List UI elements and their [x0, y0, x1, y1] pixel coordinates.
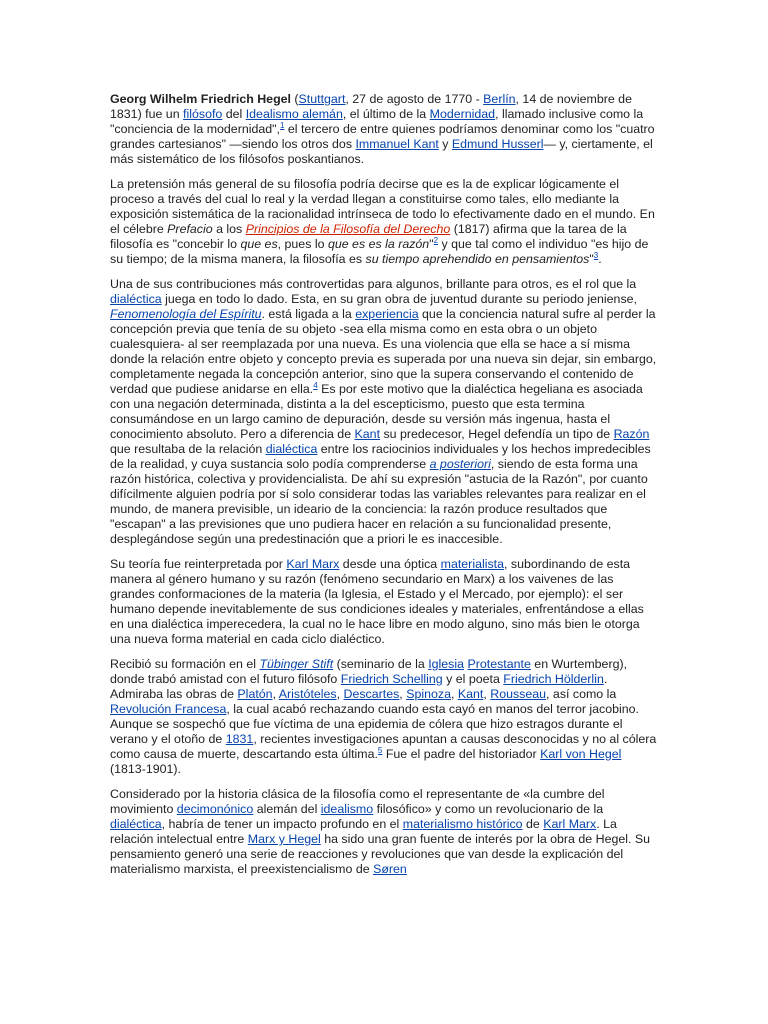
- paragraph-marx: [110, 557, 658, 647]
- paragraph-dialectic: [110, 277, 658, 547]
- link-karl-marx-2[interactable]: Karl Marx: [543, 817, 597, 831]
- link-kant[interactable]: Kant: [354, 427, 381, 441]
- link-platon[interactable]: Platón: [237, 687, 273, 701]
- link-razon[interactable]: Razón: [613, 427, 650, 441]
- italic-su-tiempo: su tiempo aprehendido en pensamientos: [365, 252, 590, 266]
- text: (seminario de la: [333, 657, 429, 671]
- text: alemán del: [253, 802, 321, 816]
- footnote-link-1[interactable]: 1: [279, 120, 285, 130]
- text: (1813-1901).: [110, 762, 181, 776]
- text: ,: [450, 687, 458, 701]
- paragraph-intro: [110, 92, 658, 167]
- text: , 14 de noviembre de 1831) fue un: [110, 92, 632, 121]
- link-stuttgart[interactable]: Stuttgart: [298, 92, 346, 106]
- text: filosófico» y como un revolucionario de la: [373, 802, 604, 816]
- italic-que-es: que es: [240, 237, 278, 251]
- link-materialismo-historico[interactable]: materialismo histórico: [402, 817, 523, 831]
- text: ha sido una gran fuente de interés por la obra de Hegel. Su pensamiento generó una serie de reacciones y revoluciones que van desde la explicación del materialismo marxista, el preexistencialismo de: [110, 832, 651, 876]
- text: ,: [399, 687, 407, 701]
- link-modernidad[interactable]: Modernidad: [429, 107, 496, 121]
- link-decimononico[interactable]: decimonónico: [176, 802, 254, 816]
- text: su predecesor, Hegel defendía un tipo de: [380, 427, 614, 441]
- text: , pues lo: [277, 237, 328, 251]
- text: , subordinando de esta manera al género humano y su razón (fenómeno secundario en Marx) a los vaivenes de las grandes conformaciones de la materia (la Iglesia, el Estado y el Mercado, por ejemplo): el ser humano depende inevitablemente de sus condiciones ideales y materiales, enfrentándose a ellas en una dialéctica imperecedera, la cual no le hace libre en modo alguno, sino más bien le otorga una nueva forma material en cada ciclo dialéctico.: [110, 557, 644, 646]
- text: (: [290, 92, 299, 106]
- text: en Wurtemberg), donde trabó amistad con el futuro filósofo: [110, 657, 628, 686]
- text: (1817) afirma que la tarea de la filosofía es "concebir lo: [110, 222, 627, 251]
- italic-prefacio: Prefacio: [167, 222, 213, 236]
- link-a-posteriori[interactable]: a posteriori: [429, 457, 491, 471]
- text: Recibió su formación en el: [110, 657, 260, 671]
- text: , así como la: [546, 687, 617, 701]
- text: , siendo de esta forma una razón histórica, colectiva y providencialista. De ahí su expresión "astucia de la Razón", por cuanto difícilmente alguien podría por sí solo considerar todas las variables relevantes para realizar en el mundo, de manera previsible, un ideario de la conciencia: la razón produce resultados que "escapan" a las previsiones que uno pudiera hacer en relación a su funcionalidad presente, desplegándose según una predestinación que a priori le es inaccesible.: [110, 457, 648, 546]
- text: — y, ciertamente, el más sistemático de los filósofos poskantianos.: [110, 137, 653, 166]
- text: Es por este motivo que la dialéctica hegeliana es asociada con una negación determinada, distinta a la del escepticismo, puesto que esta termina consumándose en un largo camino de depuración, desde su versión más ingenua, hasta el conocimiento absoluto. Pero a diferencia de: [110, 382, 643, 441]
- link-aristoteles[interactable]: Aristóteles: [278, 687, 337, 701]
- link-filosofo[interactable]: filósofo: [183, 107, 223, 121]
- link-tubinger-stift[interactable]: Tübinger Stift: [259, 657, 334, 671]
- link-idealismo-aleman[interactable]: Idealismo alemán: [245, 107, 343, 121]
- link-dialectica-3[interactable]: dialéctica: [110, 817, 162, 831]
- link-materialista[interactable]: materialista: [440, 557, 504, 571]
- link-berlin[interactable]: Berlín: [483, 92, 516, 106]
- text: Una de sus contribuciones más controvertidas para algunos, brillante para otros, es el rol que la: [110, 277, 637, 291]
- text: Fue el padre del historiador: [382, 747, 541, 761]
- link-revolucion-francesa[interactable]: Revolución Francesa: [110, 702, 227, 716]
- text: Considerado por la historia clásica de la filosofía como el representante de «la cumbre del movimiento: [110, 787, 605, 816]
- link-principios-filosofia-derecho[interactable]: Principios de la Filosofía del Derecho: [245, 222, 451, 236]
- text: ": [589, 252, 594, 266]
- text: ": [429, 237, 434, 251]
- link-idealismo[interactable]: idealismo: [320, 802, 374, 816]
- text: y el poeta: [442, 672, 504, 686]
- italic-razon: que es es la razón: [327, 237, 430, 251]
- footnote-link-4[interactable]: 4: [313, 380, 318, 390]
- footnote-link-5[interactable]: 5: [377, 745, 383, 755]
- link-iglesia[interactable]: Iglesia: [428, 657, 465, 671]
- text: a los: [212, 222, 246, 236]
- link-descartes[interactable]: Descartes: [343, 687, 400, 701]
- text: ,: [272, 687, 279, 701]
- text: . La relación intelectual entre: [110, 817, 617, 846]
- text: . Admiraba las obras de: [110, 672, 608, 701]
- text: del: [222, 107, 246, 121]
- text: . está ligada a la: [261, 307, 356, 321]
- link-1831[interactable]: 1831: [225, 732, 254, 746]
- text: , recientes investigaciones apuntan a causas desconocidas y no al cólera como causa de muerte, descartando esta última.: [110, 732, 657, 761]
- paragraph-formation: [110, 657, 658, 777]
- text: , el último de la: [342, 107, 430, 121]
- text: y: [438, 137, 452, 151]
- link-fenomenologia-espiritu[interactable]: Fenomenología del Espíritu: [110, 307, 262, 321]
- article-body: [110, 92, 658, 887]
- text: , habría de tener un impacto profundo en el: [161, 817, 403, 831]
- text: ,: [336, 687, 344, 701]
- text: .: [598, 252, 602, 266]
- link-immanuel-kant[interactable]: Immanuel Kant: [355, 137, 439, 151]
- text: , 27 de agosto de 1770 -: [345, 92, 484, 106]
- link-karl-von-hegel[interactable]: Karl von Hegel: [540, 747, 622, 761]
- link-spinoza[interactable]: Spinoza: [406, 687, 451, 701]
- link-friedrich-schelling[interactable]: Friedrich Schelling: [340, 672, 443, 686]
- text: juega en todo lo dado. Esta, en su gran obra de juventud durante su periodo jeniense,: [161, 292, 637, 306]
- text: ,: [483, 687, 491, 701]
- text: el tercero de entre quienes podríamos denominar como los "cuatro grandes cartesianos" —siendo los otros dos: [110, 122, 655, 151]
- link-marx-y-hegel[interactable]: Marx y Hegel: [247, 832, 321, 846]
- text: La pretensión más general de su filosofía podría decirse que es la de explicar lógicamente el proceso a través del cual lo real y la verdad llegan a constituirse como tales, ello mediante la exposición sistemática de la racionalidad intrínseca de todo lo efectivamente dado en el mundo. En el célebre: [110, 177, 655, 236]
- link-karl-marx[interactable]: Karl Marx: [286, 557, 340, 571]
- link-rousseau[interactable]: Rousseau: [490, 687, 547, 701]
- link-friedrich-holderlin[interactable]: Friedrich Hölderlin: [503, 672, 604, 686]
- link-soren[interactable]: Søren: [373, 862, 407, 876]
- text: Su teoría fue reinterpretada por: [110, 557, 287, 571]
- text: , la cual acabó rechazando cuando esta cayó en manos del terror jacobino. Aunque se sospechó que fue víctima de una epidemia de cólera que hizo estragos durante el verano y el otoño de: [110, 702, 639, 746]
- footnote-link-3[interactable]: 3: [593, 250, 599, 260]
- text: entre los raciocinios individuales y los hechos impredecibles de la realidad, y cuya sustancia solo podía comprenderse: [110, 442, 651, 471]
- paragraph-legacy: [110, 787, 658, 877]
- text: que la conciencia natural sufre al perder la concepción previa que tenía de su objeto -sea ella misma como en esta obra o un objeto cualesquiera- al ser reemplazada por una nueva. Es una violencia que ella se hace a sí misma donde la relación entre objeto y concepto previa es superada por una nueva sin dejar, sin embargo, completamente negada la concepción anterior, sino que la supera conservando el contenido de verdad que pudiese anidarse en ella.: [110, 307, 657, 396]
- text: desde una óptica: [339, 557, 441, 571]
- paragraph-philosophy: [110, 177, 658, 267]
- text: que resultaba de la relación: [110, 442, 266, 456]
- footnote-link-2[interactable]: 2: [433, 235, 439, 245]
- text: de: [522, 817, 544, 831]
- link-kant-2[interactable]: Kant: [457, 687, 484, 701]
- subject-name: Georg Wilhelm Friedrich Hegel: [110, 92, 291, 106]
- link-protestante[interactable]: Protestante: [467, 657, 531, 671]
- link-edmund-husserl[interactable]: Edmund Husserl: [451, 137, 544, 151]
- link-experiencia[interactable]: experiencia: [355, 307, 419, 321]
- link-dialectica-2[interactable]: dialéctica: [265, 442, 318, 456]
- text: , llamado inclusive como la "conciencia de la modernidad",: [110, 107, 644, 136]
- text: y que tal como el individuo "es hijo de su tiempo; de la misma manera, la filosofía es: [110, 237, 649, 266]
- link-dialectica[interactable]: dialéctica: [110, 292, 162, 306]
